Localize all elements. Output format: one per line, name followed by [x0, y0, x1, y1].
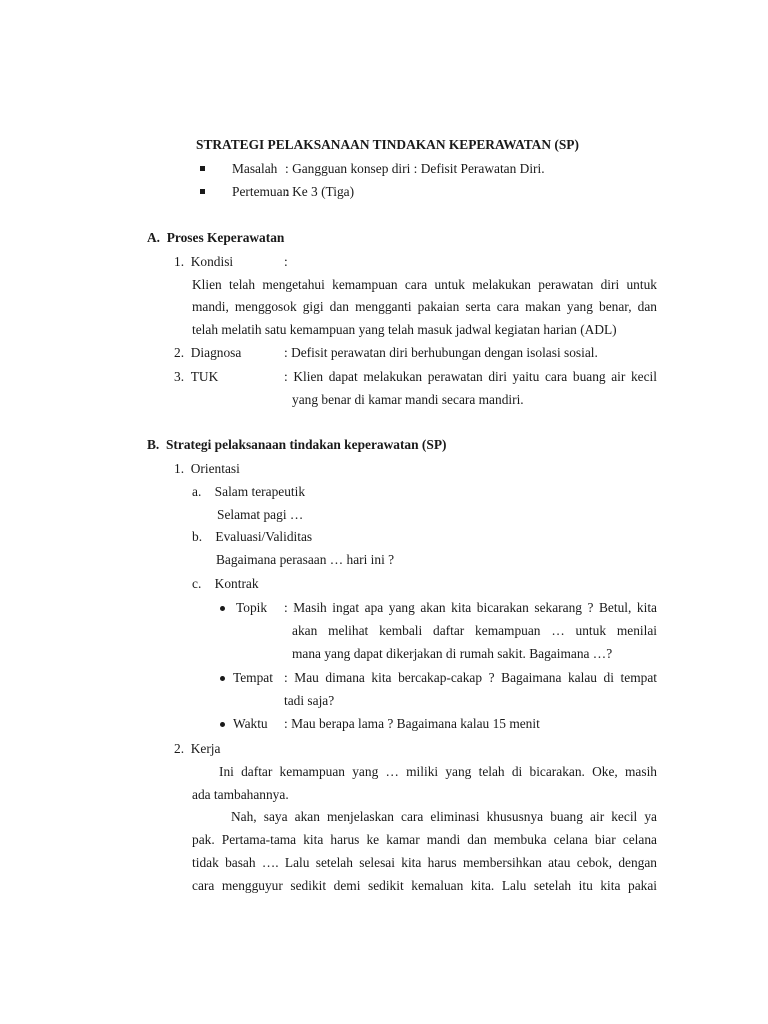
meta-pertemuan-label: Pertemuan	[232, 184, 290, 199]
meta-masalah-label: Masalah	[232, 161, 278, 176]
tempat-line: tadi saja?	[284, 693, 335, 708]
kondisi-label: 1. Kondisi	[174, 254, 234, 269]
evaluasi-text: Bagaimana perasaan … hari ini ?	[216, 552, 395, 567]
diagnosa-value: : Defisit perawatan diri berhubungan dengan isolasi sosial.	[284, 345, 598, 360]
kontrak-label: c. Kontrak	[192, 576, 259, 591]
diagnosa-label: 2. Diagnosa	[174, 345, 242, 360]
kerja-label: 2. Kerja	[174, 741, 221, 756]
square-bullet-icon	[200, 166, 205, 171]
kerja-line: Ini daftar kemampuan yang … miliki yang telah di bicarakan. Oke, masih	[219, 764, 657, 779]
meta-pertemuan-value: : Ke 3 (Tiga)	[285, 184, 355, 199]
salam-text: Selamat pagi …	[217, 507, 304, 522]
waktu-value: : Mau berapa lama ? Bagaimana kalau 15 menit	[284, 716, 540, 731]
section-b-heading: B. Strategi pelaksanaan tindakan keperawatan (SP)	[147, 437, 447, 452]
round-bullet-icon	[220, 722, 225, 727]
tempat-label: Tempat	[233, 670, 273, 685]
kondisi-line: Klien telah mengetahui kemampuan cara untuk melakukan perawatan diri untuk	[192, 277, 657, 292]
page-title: STRATEGI PELAKSANAAN TINDAKAN KEPERAWATAN (SP)	[196, 137, 579, 152]
tuk-line: : Klien dapat melakukan perawatan diri yaitu cara buang air kecil	[284, 369, 657, 384]
tuk-line: yang benar di kamar mandi secara mandiri.	[292, 392, 524, 407]
round-bullet-icon	[220, 606, 225, 611]
orientasi-label: 1. Orientasi	[174, 461, 240, 476]
topik-line: akan melihat kembali daftar kemampuan … untuk menilai	[292, 623, 657, 638]
kerja-line: cara mengguyur sedikit demi sedikit kemaluan kita. Lalu setelah itu kita pakai	[192, 878, 657, 893]
topik-label: Topik	[236, 600, 268, 615]
tempat-line: : Mau dimana kita bercakap-cakap ? Bagaimana kalau di tempat	[284, 670, 657, 685]
evaluasi-label: b. Evaluasi/Validitas	[192, 529, 313, 544]
topik-line: : Masih ingat apa yang akan kita bicarakan sekarang ? Betul, kita	[284, 600, 657, 615]
kondisi-line: mandi, menggosok gigi dan mengganti pakaian serta cara makan yang benar, dan	[192, 299, 657, 314]
kerja-line: ada tambahannya.	[192, 787, 289, 802]
kondisi-line: telah melatih satu kemampuan yang telah masuk jadwal kegiatan harian (ADL)	[192, 322, 617, 337]
tuk-label: 3. TUK	[174, 369, 219, 384]
square-bullet-icon	[200, 189, 205, 194]
kondisi-separator: :	[284, 254, 288, 269]
salam-label: a. Salam terapeutik	[192, 484, 306, 499]
waktu-label: Waktu	[233, 716, 268, 731]
topik-line: mana yang dapat dikerjakan di rumah sakit. Bagaimana …?	[292, 646, 613, 661]
kerja-line: pak. Pertama-tama kita harus ke kamar mandi dan membuka celana biar celana	[192, 832, 657, 847]
kerja-line: Nah, saya akan menjelaskan cara eliminasi khususnya buang air kecil ya	[231, 809, 657, 824]
round-bullet-icon	[220, 676, 225, 681]
kerja-line: tidak basah …. Lalu setelah selesai kita harus membersihkan atau cebok, dengan	[192, 855, 657, 870]
meta-masalah-value: : Gangguan konsep diri : Defisit Perawatan Diri.	[285, 161, 545, 176]
section-a-heading: A. Proses Keperawatan	[147, 230, 285, 245]
